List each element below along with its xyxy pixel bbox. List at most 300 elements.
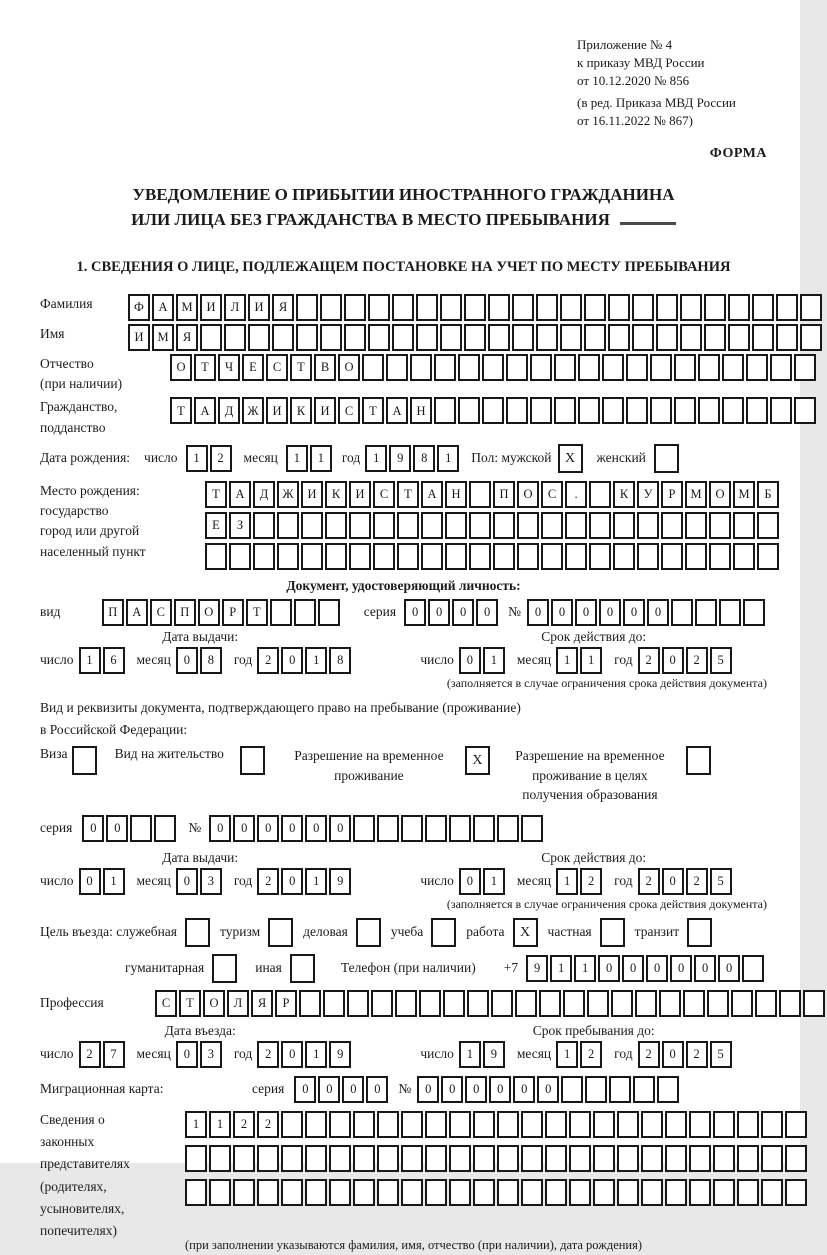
char-cell[interactable]: С [266, 354, 288, 381]
char-cell[interactable] [659, 990, 681, 1017]
char-cell[interactable]: Т [290, 354, 312, 381]
char-cell[interactable] [536, 294, 558, 321]
char-cell[interactable] [353, 1111, 375, 1138]
migration-series-input[interactable] [294, 1076, 390, 1103]
char-cell[interactable]: 2 [686, 1041, 708, 1068]
surname-input[interactable] [128, 294, 824, 321]
char-cell[interactable]: М [685, 481, 707, 508]
char-cell[interactable] [689, 1111, 711, 1138]
char-cell[interactable] [497, 1145, 519, 1172]
char-cell[interactable] [493, 512, 515, 539]
birthplace-row3-input[interactable] [205, 543, 781, 570]
char-cell[interactable] [560, 324, 582, 351]
residence-issue-day-input[interactable] [79, 868, 127, 895]
char-cell[interactable] [800, 324, 822, 351]
char-cell[interactable] [299, 990, 321, 1017]
char-cell[interactable] [713, 1179, 735, 1206]
char-cell[interactable]: Я [272, 294, 294, 321]
char-cell[interactable]: А [386, 397, 408, 424]
char-cell[interactable] [602, 354, 624, 381]
char-cell[interactable] [563, 990, 585, 1017]
char-cell[interactable]: У [637, 481, 659, 508]
char-cell[interactable] [776, 294, 798, 321]
char-cell[interactable] [657, 1076, 679, 1103]
char-cell[interactable] [770, 397, 792, 424]
char-cell[interactable]: 1 [574, 955, 596, 982]
char-cell[interactable] [185, 1179, 207, 1206]
char-cell[interactable]: 0 [622, 955, 644, 982]
char-cell[interactable] [755, 990, 777, 1017]
char-cell[interactable]: О [170, 354, 192, 381]
char-cell[interactable] [301, 512, 323, 539]
char-cell[interactable]: 5 [710, 868, 732, 895]
char-cell[interactable] [257, 1145, 279, 1172]
char-cell[interactable] [661, 543, 683, 570]
char-cell[interactable] [585, 1076, 607, 1103]
char-cell[interactable]: О [338, 354, 360, 381]
char-cell[interactable] [743, 599, 765, 626]
purpose-business-checkbox[interactable] [356, 918, 381, 947]
char-cell[interactable] [722, 354, 744, 381]
char-cell[interactable] [497, 1179, 519, 1206]
char-cell[interactable]: 0 [575, 599, 597, 626]
char-cell[interactable]: 0 [428, 599, 450, 626]
char-cell[interactable]: 2 [580, 868, 602, 895]
char-cell[interactable] [521, 815, 543, 842]
char-cell[interactable]: О [198, 599, 220, 626]
char-cell[interactable]: Ж [242, 397, 264, 424]
char-cell[interactable] [698, 397, 720, 424]
char-cell[interactable] [200, 324, 222, 351]
char-cell[interactable]: 0 [465, 1076, 487, 1103]
char-cell[interactable] [665, 1145, 687, 1172]
char-cell[interactable]: Е [205, 512, 227, 539]
char-cell[interactable] [493, 543, 515, 570]
char-cell[interactable] [680, 294, 702, 321]
char-cell[interactable]: 6 [103, 647, 125, 674]
char-cell[interactable] [569, 1111, 591, 1138]
char-cell[interactable] [401, 1145, 423, 1172]
char-cell[interactable]: 0 [694, 955, 716, 982]
char-cell[interactable] [469, 512, 491, 539]
char-cell[interactable] [794, 397, 816, 424]
char-cell[interactable]: 0 [305, 815, 327, 842]
char-cell[interactable]: 0 [257, 815, 279, 842]
residence-number-input[interactable] [209, 815, 545, 842]
char-cell[interactable] [305, 1145, 327, 1172]
char-cell[interactable] [650, 397, 672, 424]
char-cell[interactable]: 2 [257, 647, 279, 674]
doc-issue-month-input[interactable] [176, 647, 224, 674]
char-cell[interactable] [347, 990, 369, 1017]
gender-female-checkbox[interactable] [654, 444, 679, 473]
char-cell[interactable] [685, 543, 707, 570]
char-cell[interactable] [233, 1145, 255, 1172]
char-cell[interactable] [776, 324, 798, 351]
char-cell[interactable]: 1 [186, 445, 208, 472]
char-cell[interactable] [611, 990, 633, 1017]
char-cell[interactable]: 1 [305, 647, 327, 674]
char-cell[interactable] [512, 294, 534, 321]
char-cell[interactable] [425, 1145, 447, 1172]
entry-year-input[interactable] [257, 1041, 353, 1068]
char-cell[interactable] [305, 1111, 327, 1138]
char-cell[interactable] [353, 1145, 375, 1172]
char-cell[interactable]: 1 [79, 647, 101, 674]
char-cell[interactable]: 0 [452, 599, 474, 626]
char-cell[interactable] [709, 512, 731, 539]
char-cell[interactable]: 2 [79, 1041, 101, 1068]
char-cell[interactable]: К [613, 481, 635, 508]
char-cell[interactable] [449, 1145, 471, 1172]
char-cell[interactable]: Т [179, 990, 201, 1017]
char-cell[interactable]: 0 [281, 647, 303, 674]
char-cell[interactable] [517, 512, 539, 539]
char-cell[interactable] [719, 599, 741, 626]
char-cell[interactable]: 2 [638, 647, 660, 674]
char-cell[interactable] [296, 324, 318, 351]
char-cell[interactable] [425, 815, 447, 842]
char-cell[interactable]: 3 [200, 868, 222, 895]
birthplace-row1-input[interactable] [205, 481, 781, 508]
char-cell[interactable]: Т [246, 599, 268, 626]
char-cell[interactable]: Ф [128, 294, 150, 321]
char-cell[interactable] [593, 1145, 615, 1172]
char-cell[interactable]: 0 [82, 815, 104, 842]
char-cell[interactable]: 0 [209, 815, 231, 842]
profession-input[interactable] [155, 990, 827, 1017]
char-cell[interactable] [325, 543, 347, 570]
char-cell[interactable]: 8 [413, 445, 435, 472]
char-cell[interactable] [589, 543, 611, 570]
char-cell[interactable] [506, 354, 528, 381]
char-cell[interactable] [323, 990, 345, 1017]
char-cell[interactable] [362, 354, 384, 381]
char-cell[interactable]: 0 [599, 599, 621, 626]
char-cell[interactable]: 8 [329, 647, 351, 674]
char-cell[interactable]: И [128, 324, 150, 351]
char-cell[interactable] [469, 543, 491, 570]
char-cell[interactable]: 0 [646, 955, 668, 982]
char-cell[interactable]: 0 [513, 1076, 535, 1103]
char-cell[interactable] [530, 354, 552, 381]
char-cell[interactable] [794, 354, 816, 381]
char-cell[interactable] [517, 543, 539, 570]
purpose-official-checkbox[interactable] [185, 918, 210, 947]
char-cell[interactable]: И [349, 481, 371, 508]
char-cell[interactable] [641, 1145, 663, 1172]
char-cell[interactable] [419, 990, 441, 1017]
char-cell[interactable]: Т [205, 481, 227, 508]
char-cell[interactable] [281, 1179, 303, 1206]
purpose-study-checkbox[interactable] [431, 918, 456, 947]
char-cell[interactable] [521, 1111, 543, 1138]
char-cell[interactable] [698, 354, 720, 381]
char-cell[interactable]: 0 [527, 599, 549, 626]
char-cell[interactable] [565, 543, 587, 570]
representatives-row3-input[interactable] [185, 1179, 809, 1206]
char-cell[interactable] [294, 599, 316, 626]
char-cell[interactable]: 0 [647, 599, 669, 626]
char-cell[interactable] [506, 397, 528, 424]
char-cell[interactable] [683, 990, 705, 1017]
char-cell[interactable]: 9 [483, 1041, 505, 1068]
char-cell[interactable] [377, 1179, 399, 1206]
char-cell[interactable]: 1 [103, 868, 125, 895]
char-cell[interactable] [728, 294, 750, 321]
char-cell[interactable] [608, 324, 630, 351]
char-cell[interactable] [253, 512, 275, 539]
char-cell[interactable] [185, 1145, 207, 1172]
char-cell[interactable]: С [373, 481, 395, 508]
char-cell[interactable] [785, 1111, 807, 1138]
stay-day-input[interactable] [459, 1041, 507, 1068]
char-cell[interactable] [329, 1145, 351, 1172]
char-cell[interactable]: 9 [389, 445, 411, 472]
char-cell[interactable]: 0 [366, 1076, 388, 1103]
char-cell[interactable]: 9 [329, 868, 351, 895]
char-cell[interactable] [565, 512, 587, 539]
char-cell[interactable] [416, 324, 438, 351]
char-cell[interactable] [707, 990, 729, 1017]
char-cell[interactable] [752, 294, 774, 321]
char-cell[interactable] [803, 990, 825, 1017]
char-cell[interactable] [473, 1145, 495, 1172]
char-cell[interactable]: К [290, 397, 312, 424]
char-cell[interactable] [368, 294, 390, 321]
doc-issue-year-input[interactable] [257, 647, 353, 674]
char-cell[interactable]: 1 [483, 647, 505, 674]
char-cell[interactable] [641, 1111, 663, 1138]
char-cell[interactable] [443, 990, 465, 1017]
char-cell[interactable]: З [229, 512, 251, 539]
char-cell[interactable] [488, 294, 510, 321]
char-cell[interactable]: Д [253, 481, 275, 508]
char-cell[interactable]: И [301, 481, 323, 508]
char-cell[interactable]: 0 [441, 1076, 463, 1103]
char-cell[interactable] [395, 990, 417, 1017]
char-cell[interactable] [458, 397, 480, 424]
char-cell[interactable]: 0 [404, 599, 426, 626]
char-cell[interactable]: Л [227, 990, 249, 1017]
char-cell[interactable] [373, 543, 395, 570]
doc-issue-day-input[interactable] [79, 647, 127, 674]
char-cell[interactable] [704, 324, 726, 351]
char-cell[interactable] [731, 990, 753, 1017]
char-cell[interactable] [320, 294, 342, 321]
char-cell[interactable] [349, 512, 371, 539]
char-cell[interactable] [373, 512, 395, 539]
char-cell[interactable]: А [126, 599, 148, 626]
char-cell[interactable]: . [565, 481, 587, 508]
char-cell[interactable]: 0 [662, 647, 684, 674]
char-cell[interactable] [301, 543, 323, 570]
doc-expiry-year-input[interactable] [638, 647, 734, 674]
char-cell[interactable]: 0 [662, 868, 684, 895]
char-cell[interactable]: 0 [176, 868, 198, 895]
char-cell[interactable] [464, 324, 486, 351]
char-cell[interactable]: 1 [310, 445, 332, 472]
char-cell[interactable] [154, 815, 176, 842]
char-cell[interactable] [353, 1179, 375, 1206]
char-cell[interactable] [305, 1179, 327, 1206]
char-cell[interactable]: 0 [476, 599, 498, 626]
char-cell[interactable]: 0 [318, 1076, 340, 1103]
char-cell[interactable] [733, 543, 755, 570]
char-cell[interactable] [593, 1111, 615, 1138]
char-cell[interactable] [371, 990, 393, 1017]
char-cell[interactable]: 9 [329, 1041, 351, 1068]
char-cell[interactable]: О [709, 481, 731, 508]
visa-checkbox[interactable] [72, 746, 97, 775]
char-cell[interactable] [469, 481, 491, 508]
char-cell[interactable]: А [194, 397, 216, 424]
char-cell[interactable] [617, 1179, 639, 1206]
char-cell[interactable] [248, 324, 270, 351]
stay-year-input[interactable] [638, 1041, 734, 1068]
char-cell[interactable]: 1 [185, 1111, 207, 1138]
char-cell[interactable]: 2 [638, 868, 660, 895]
char-cell[interactable]: С [150, 599, 172, 626]
doc-number-input[interactable] [527, 599, 767, 626]
char-cell[interactable]: 1 [556, 868, 578, 895]
purpose-work-checkbox[interactable]: X [513, 918, 538, 947]
char-cell[interactable] [569, 1179, 591, 1206]
char-cell[interactable] [779, 990, 801, 1017]
char-cell[interactable] [329, 1111, 351, 1138]
char-cell[interactable] [401, 1179, 423, 1206]
char-cell[interactable] [536, 324, 558, 351]
char-cell[interactable]: 0 [537, 1076, 559, 1103]
char-cell[interactable]: 2 [638, 1041, 660, 1068]
char-cell[interactable]: 3 [200, 1041, 222, 1068]
char-cell[interactable]: А [152, 294, 174, 321]
char-cell[interactable] [488, 324, 510, 351]
char-cell[interactable]: С [541, 481, 563, 508]
residence-series-input[interactable] [82, 815, 178, 842]
char-cell[interactable] [665, 1111, 687, 1138]
char-cell[interactable] [209, 1145, 231, 1172]
char-cell[interactable] [713, 1145, 735, 1172]
char-cell[interactable] [554, 354, 576, 381]
char-cell[interactable] [473, 1111, 495, 1138]
patronymic-input[interactable] [170, 354, 818, 381]
char-cell[interactable]: 2 [233, 1111, 255, 1138]
char-cell[interactable]: 1 [286, 445, 308, 472]
char-cell[interactable] [722, 397, 744, 424]
char-cell[interactable] [757, 512, 779, 539]
char-cell[interactable]: 0 [176, 647, 198, 674]
char-cell[interactable]: 0 [459, 868, 481, 895]
char-cell[interactable]: П [493, 481, 515, 508]
char-cell[interactable] [633, 1076, 655, 1103]
char-cell[interactable] [704, 294, 726, 321]
char-cell[interactable]: 1 [556, 1041, 578, 1068]
char-cell[interactable]: С [338, 397, 360, 424]
char-cell[interactable] [609, 1076, 631, 1103]
char-cell[interactable]: 9 [526, 955, 548, 982]
char-cell[interactable]: 0 [598, 955, 620, 982]
char-cell[interactable]: 7 [103, 1041, 125, 1068]
char-cell[interactable] [482, 354, 504, 381]
residence-issue-year-input[interactable] [257, 868, 353, 895]
char-cell[interactable] [661, 512, 683, 539]
char-cell[interactable] [608, 294, 630, 321]
char-cell[interactable] [637, 543, 659, 570]
char-cell[interactable] [281, 1145, 303, 1172]
doc-kind-input[interactable] [102, 599, 342, 626]
char-cell[interactable]: 5 [710, 647, 732, 674]
char-cell[interactable] [224, 324, 246, 351]
char-cell[interactable] [449, 1179, 471, 1206]
residence-permit-checkbox[interactable] [240, 746, 265, 775]
representatives-row1-input[interactable] [185, 1111, 809, 1138]
char-cell[interactable] [761, 1111, 783, 1138]
char-cell[interactable]: 2 [257, 1041, 279, 1068]
char-cell[interactable] [344, 324, 366, 351]
char-cell[interactable]: 5 [710, 1041, 732, 1068]
char-cell[interactable]: М [176, 294, 198, 321]
char-cell[interactable]: И [248, 294, 270, 321]
char-cell[interactable] [584, 324, 606, 351]
char-cell[interactable] [296, 294, 318, 321]
char-cell[interactable]: 1 [580, 647, 602, 674]
char-cell[interactable] [530, 397, 552, 424]
doc-series-input[interactable] [404, 599, 500, 626]
char-cell[interactable] [587, 990, 609, 1017]
purpose-transit-checkbox[interactable] [687, 918, 712, 947]
doc-expiry-day-input[interactable] [459, 647, 507, 674]
char-cell[interactable]: 0 [106, 815, 128, 842]
char-cell[interactable] [632, 294, 654, 321]
char-cell[interactable] [445, 543, 467, 570]
char-cell[interactable] [281, 1111, 303, 1138]
char-cell[interactable] [377, 815, 399, 842]
char-cell[interactable] [205, 543, 227, 570]
char-cell[interactable]: С [155, 990, 177, 1017]
char-cell[interactable] [761, 1145, 783, 1172]
char-cell[interactable] [377, 1145, 399, 1172]
char-cell[interactable]: Р [661, 481, 683, 508]
residence-issue-month-input[interactable] [176, 868, 224, 895]
char-cell[interactable] [569, 1145, 591, 1172]
char-cell[interactable] [709, 543, 731, 570]
char-cell[interactable] [277, 512, 299, 539]
char-cell[interactable]: 0 [623, 599, 645, 626]
char-cell[interactable] [434, 397, 456, 424]
char-cell[interactable] [497, 1111, 519, 1138]
char-cell[interactable]: Я [251, 990, 273, 1017]
char-cell[interactable] [392, 294, 414, 321]
char-cell[interactable]: 0 [489, 1076, 511, 1103]
char-cell[interactable] [680, 324, 702, 351]
char-cell[interactable]: 1 [305, 868, 327, 895]
representatives-row2-input[interactable] [185, 1145, 809, 1172]
char-cell[interactable] [737, 1179, 759, 1206]
char-cell[interactable] [445, 512, 467, 539]
char-cell[interactable]: Е [242, 354, 264, 381]
char-cell[interactable] [425, 1111, 447, 1138]
birth-year-input[interactable] [365, 445, 461, 472]
char-cell[interactable]: 1 [483, 868, 505, 895]
char-cell[interactable]: П [174, 599, 196, 626]
doc-expiry-month-input[interactable] [556, 647, 604, 674]
char-cell[interactable]: Н [410, 397, 432, 424]
char-cell[interactable] [742, 955, 764, 982]
char-cell[interactable] [695, 599, 717, 626]
char-cell[interactable] [541, 543, 563, 570]
char-cell[interactable] [584, 294, 606, 321]
